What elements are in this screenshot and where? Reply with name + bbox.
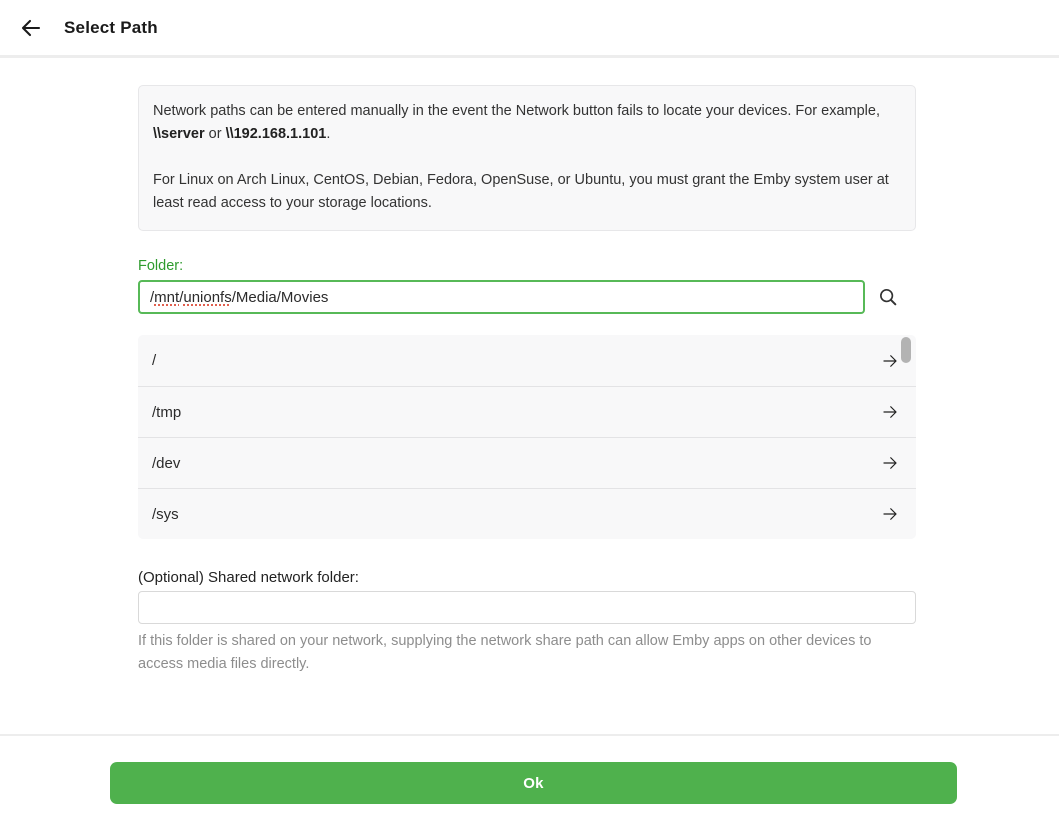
- directory-list: [138, 335, 916, 539]
- scrollbar-thumb[interactable]: [901, 337, 911, 363]
- arrow-right-icon: [881, 403, 899, 421]
- footer-divider: [0, 734, 1059, 736]
- info-paragraph-1: [153, 100, 899, 146]
- path-segment: /: [150, 288, 155, 306]
- folder-input-row: [138, 280, 916, 314]
- arrow-left-icon: [19, 16, 43, 40]
- back-button[interactable]: [10, 7, 52, 49]
- search-icon: [877, 286, 899, 308]
- info-box: [138, 85, 916, 231]
- info-text: .: [326, 126, 331, 142]
- info-paragraph-2: For Linux on Arch Linux, CentOS, Debian, Fedora, OpenSuse, or Ubuntu, you must grant the Emby system user at least read access to your storage locations.: [153, 172, 889, 211]
- page-title: Select Path: [64, 17, 158, 37]
- directory-row-root[interactable]: [138, 335, 916, 386]
- info-text: or: [204, 126, 226, 142]
- path-segment-misspelled: unionfs: [183, 288, 232, 306]
- path-segment: /: [179, 288, 184, 306]
- folder-input[interactable]: [138, 280, 865, 314]
- directory-row-label: /: [152, 352, 157, 369]
- content-area: [0, 58, 1059, 676]
- search-button[interactable]: [872, 281, 904, 313]
- shared-folder-label: (Optional) Shared network folder:: [138, 569, 359, 586]
- info-example-ip: \\192.168.1.101: [225, 126, 327, 142]
- ok-button[interactable]: Ok: [110, 762, 957, 804]
- shared-folder-input[interactable]: [138, 591, 916, 624]
- directory-row-label: /tmp: [152, 403, 182, 421]
- footer: [0, 762, 1059, 804]
- folder-label: Folder:: [138, 258, 184, 274]
- arrow-right-icon: [881, 352, 899, 370]
- path-segment: /Media/Movies: [231, 288, 329, 306]
- info-text: Network paths can be entered manually in the event the Network button fails to locate your devices. For example,: [153, 103, 880, 119]
- arrow-right-icon: [881, 505, 899, 523]
- directory-row-label: /sys: [152, 505, 179, 523]
- arrow-right-icon: [881, 454, 899, 472]
- directory-row-sys[interactable]: [138, 488, 916, 539]
- directory-row-label: /dev: [152, 454, 181, 472]
- path-segment-misspelled: mnt: [154, 288, 180, 306]
- directory-row-dev[interactable]: [138, 437, 916, 488]
- info-example-server: \\server: [153, 126, 205, 142]
- directory-row-tmp[interactable]: [138, 386, 916, 437]
- shared-folder-help-text: If this folder is shared on your network, supplying the network share path can allow Emby apps on other devices to access media files directly.: [138, 633, 872, 672]
- header: [0, 0, 1059, 58]
